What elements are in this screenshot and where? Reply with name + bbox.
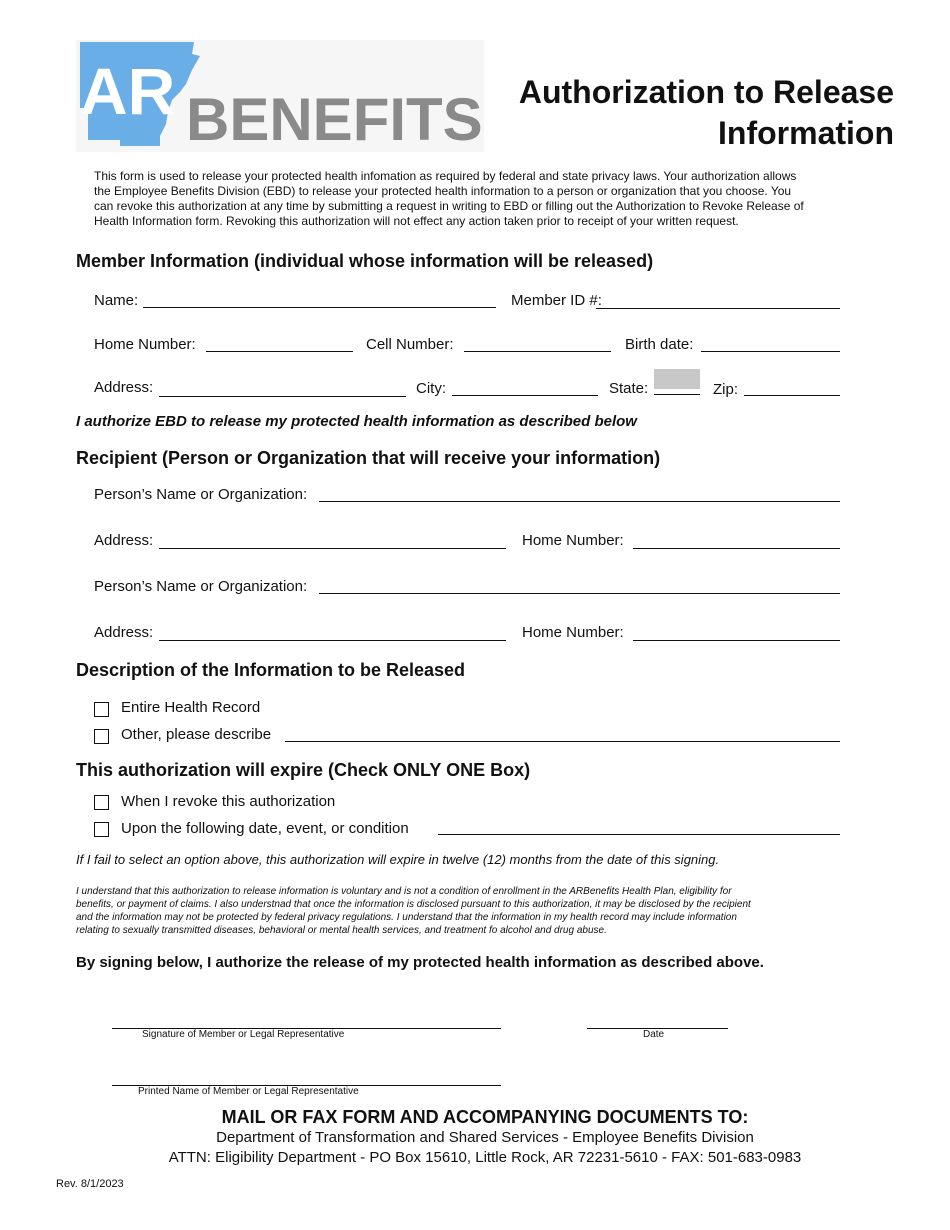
member-id-label: Member ID #: (511, 292, 602, 309)
disclaimer-line: benefits, or payment of claims. I also understnad that once the information is disclosed pursuant to this authorization, it may be disclosed by the recipient (76, 899, 751, 910)
arbenefits-logo (76, 40, 484, 152)
mail-department: Department of Transformation and Shared Services - Employee Benefits Division (216, 1129, 754, 1146)
default-expiration-note: If I fail to select an option above, this authorization will expire in twelve (12) months from the date of this signing. (76, 852, 720, 867)
state-input-box[interactable] (654, 369, 700, 389)
intro-paragraph (94, 169, 864, 229)
home-number-label: Home Number: (94, 336, 196, 353)
title-line-2: Information (718, 115, 894, 151)
intro-line: Health Information form. Revoking this authorization will not effect any action taken prior to receipt of your written request. (94, 214, 739, 228)
recipient-section-heading: Recipient (Person or Organization that will receive your information) (76, 448, 661, 468)
address-label: Address: (94, 379, 154, 396)
printed-name-label: Printed Name of Member or Legal Representative (138, 1086, 359, 1097)
title-line-1: Authorization to Release (518, 74, 894, 110)
arkansas-state-icon (76, 40, 484, 152)
recipient-person-field-1[interactable] (319, 501, 840, 502)
revoke-label: When I revoke this authorization (121, 793, 336, 810)
member-id-field[interactable] (596, 308, 840, 309)
city-field[interactable] (452, 395, 598, 396)
signature-label: Signature of Member or Legal Representative (142, 1029, 345, 1040)
mail-section (0, 1107, 950, 1167)
disclaimer-line: I understand that this authorization to release information is voluntary and is not a condition of enrollment in the ARBenefits Health Plan, eligibility for (76, 886, 732, 897)
date-label: Date (643, 1029, 665, 1040)
logo-benefits-text: BENEFITS (186, 86, 483, 152)
recipient-address-label: Address: (94, 624, 154, 641)
description-section-heading: Description of the Information to be Released (76, 660, 466, 680)
other-describe-field[interactable] (285, 741, 840, 742)
address-field[interactable] (159, 396, 406, 397)
name-field[interactable] (143, 307, 496, 308)
mail-heading: MAIL OR FAX FORM AND ACCOMPANYING DOCUMENTS TO: (221, 1107, 749, 1127)
revision-date: Rev. 8/1/2023 (56, 1178, 124, 1190)
city-label: City: (416, 380, 446, 397)
birth-date-field[interactable] (701, 351, 840, 352)
revoke-checkbox[interactable] (94, 795, 109, 810)
state-field[interactable] (654, 394, 700, 395)
name-label: Name: (94, 292, 139, 309)
birth-date-label: Birth date: (625, 336, 694, 353)
cell-number-field[interactable] (464, 351, 611, 352)
form-title (474, 72, 894, 154)
logo-ar-text: AR (80, 54, 176, 128)
recipient-address-field-2[interactable] (159, 640, 506, 641)
disclaimer-line: relating to sexually transmitted diseases, behavioral or mental health services, and treatment fo alcohol and drug abuse. (76, 925, 607, 936)
recipient-home-number-label: Home Number: (522, 624, 624, 641)
entire-record-label: Entire Health Record (121, 699, 261, 716)
recipient-person-label: Person’s Name or Organization: (94, 578, 308, 595)
recipient-person-label: Person’s Name or Organization: (94, 486, 308, 503)
recipient-home-number-label: Home Number: (522, 532, 624, 549)
intro-line: the Employee Benefits Division (EBD) to release your protected health information to a person or organization that you choose. You (94, 184, 792, 198)
recipient-address-field-1[interactable] (159, 548, 506, 549)
home-number-field[interactable] (206, 351, 353, 352)
zip-label: Zip: (713, 381, 739, 398)
entire-record-checkbox[interactable] (94, 702, 109, 717)
recipient-person-field-2[interactable] (319, 593, 840, 594)
recipient-home-number-field-2[interactable] (633, 640, 840, 641)
authorize-statement: I authorize EBD to release my protected health information as described below (76, 413, 637, 430)
date-event-checkbox[interactable] (94, 822, 109, 837)
signature-statement: By signing below, I authorize the release of my protected health information as described above. (76, 954, 764, 971)
cell-number-label: Cell Number: (366, 336, 454, 353)
zip-field[interactable] (744, 395, 840, 396)
recipient-home-number-field-1[interactable] (633, 548, 840, 549)
date-event-field[interactable] (438, 834, 840, 835)
other-checkbox[interactable] (94, 729, 109, 744)
recipient-address-label: Address: (94, 532, 154, 549)
state-label: State: (609, 380, 649, 397)
disclaimer-paragraph (76, 885, 856, 937)
date-event-label: Upon the following date, event, or condition (121, 820, 409, 837)
expiration-section-heading: This authorization will expire (Check ONLY ONE Box) (76, 760, 531, 780)
member-section-heading: Member Information (individual whose information will be released) (76, 251, 654, 271)
other-label: Other, please describe (121, 726, 272, 743)
mail-address: ATTN: Eligibility Department - PO Box 15610, Little Rock, AR 72231-5610 - FAX: 501-683-0983 (168, 1149, 802, 1166)
disclaimer-line: and the information may not be protected by federal privacy regulations. I understand that the information in my health record may include information (76, 912, 737, 923)
intro-line: This form is used to release your protected health infomation as required by federal and state privacy laws. Your authorization allows (94, 169, 797, 183)
intro-line: can revoke this authorization at any time by submitting a request in writing to EBD or filling out the Authorization to Revoke Release of (94, 199, 804, 213)
